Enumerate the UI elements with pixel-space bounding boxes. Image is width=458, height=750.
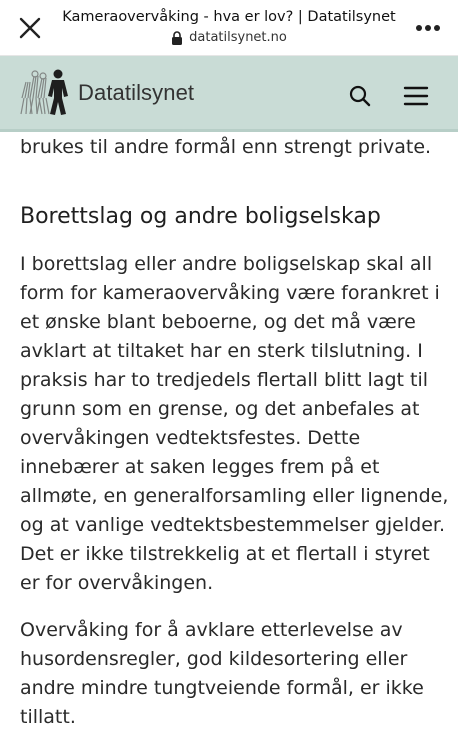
close-icon: [18, 16, 42, 40]
site-header: [0, 56, 458, 132]
lock-icon: [171, 31, 183, 45]
body-paragraph: I borettslag eller andre boligselskap skal all form for kameraovervåking være forankret i et ønske blant beboerne, og det må være avklart at tiltaket har en sterk tilslutning. I praksis har to tredjedels flertall blitt lagt til grunn som en grense, og det anbefales at overvåkingen vedtektsfestes. Dette innebærer at saken legges frem på et allmøte, en generalforsamling eller lignende, og at vanlige vedtektsbestemmelser gjelder. Det er ikke tilstrekkelig at et flertall i styret er for overvåkingen.: [20, 253, 449, 594]
search-button[interactable]: [340, 76, 380, 116]
site-logo[interactable]: [18, 68, 194, 118]
page-title: Kameraovervåking - hva er lov? | Datatilsynet: [62, 9, 396, 25]
more-dots-icon: [415, 24, 441, 32]
menu-button[interactable]: [396, 76, 436, 116]
search-icon: [348, 84, 372, 108]
browser-toolbar: [0, 0, 458, 56]
logo-text: Datatilsynet: [78, 80, 195, 105]
url-row: [60, 29, 398, 47]
logo-figures-icon: [18, 68, 74, 118]
close-button[interactable]: [10, 8, 50, 48]
intro-paragraph-tail: brukes til andre formål enn strengt private.: [20, 136, 432, 158]
url-text: datatilsynet.no: [189, 30, 287, 45]
more-options-button[interactable]: [410, 10, 446, 46]
browser-title-area[interactable]: [60, 7, 398, 47]
hamburger-menu-icon: [403, 85, 429, 107]
body-paragraph-2: Overvåking for å avklare etterlevelse av husordensregler, god kildesortering eller andre mindre tungtveiende formål, er ikke tillatt.: [20, 619, 424, 728]
section-heading: Borettslag og andre boligselskap: [20, 204, 381, 229]
article-content: [20, 132, 450, 732]
